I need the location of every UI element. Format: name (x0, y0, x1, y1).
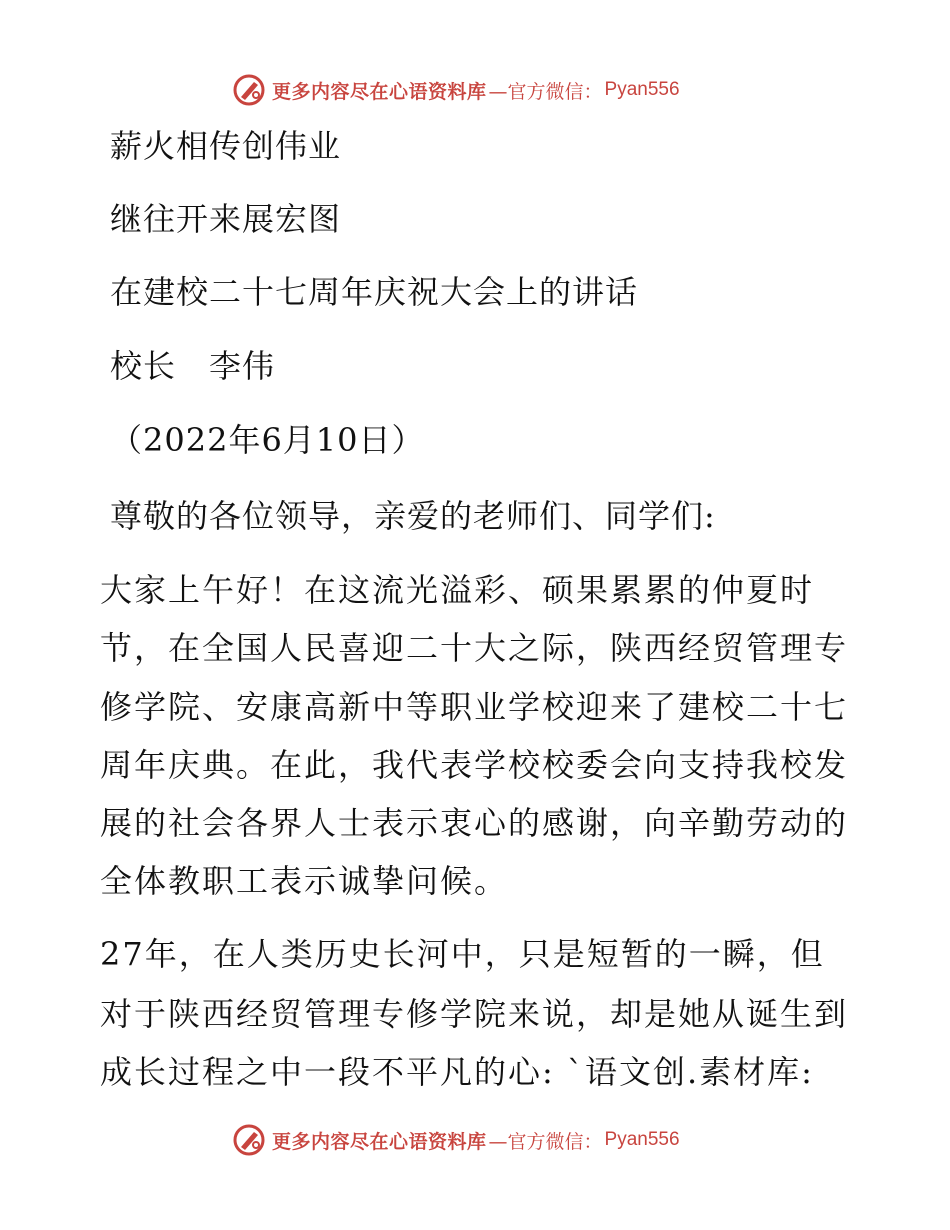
watermark-logo-icon (232, 73, 266, 107)
speech-title: 在建校二十七周年庆祝大会上的讲话 (110, 273, 639, 311)
paragraph-2-line-1: 27年，在人类历史长河中，只是短暂的一瞬，但 (100, 935, 825, 973)
paragraph-1-line-4: 周年庆典。在此，我代表学校校委会向支持我校发 (100, 746, 849, 784)
watermark-logo-icon (232, 1123, 266, 1157)
header-watermark (232, 72, 680, 108)
title-line-1: 薪火相传创伟业 (110, 127, 342, 165)
footer-watermark (232, 1122, 680, 1158)
watermark-wechat-id: Pyan556 (604, 79, 680, 100)
watermark-text: 更多内容尽在心语资料库 (272, 80, 487, 103)
date-line: （2022年6月10日） (110, 421, 425, 459)
paragraph-1-line-6: 全体教职工表示诚挚问候。 (100, 862, 509, 900)
watermark-wechat-id: Pyan556 (604, 1129, 680, 1150)
speaker-line: 校长 李伟 (110, 347, 276, 385)
paragraph-1-line-1: 大家上午好！在这流光溢彩、硕果累累的仲夏时 (100, 571, 815, 609)
paragraph-2-line-2: 对于陕西经贸管理专修学院来说，却是她从诞生到 (100, 995, 849, 1033)
watermark-separator: —官方微信： (488, 80, 603, 103)
paragraph-1-line-5: 展的社会各界人士表示衷心的感谢，向辛勤劳动的 (100, 804, 849, 842)
watermark-separator: —官方微信： (488, 1130, 603, 1153)
title-line-2: 继往开来展宏图 (110, 200, 342, 238)
paragraph-2-line-3: 成长过程之中一段不平凡的心: `语文创.素材库: (100, 1053, 814, 1091)
watermark-text: 更多内容尽在心语资料库 (272, 1130, 487, 1153)
paragraph-1-line-2: 节，在全国人民喜迎二十大之际，陕西经贸管理专 (100, 629, 849, 667)
paragraph-1-line-3: 修学院、安康高新中等职业学校迎来了建校二十七 (100, 688, 849, 726)
salutation: 尊敬的各位领导，亲爱的老师们、同学们: (110, 497, 716, 535)
